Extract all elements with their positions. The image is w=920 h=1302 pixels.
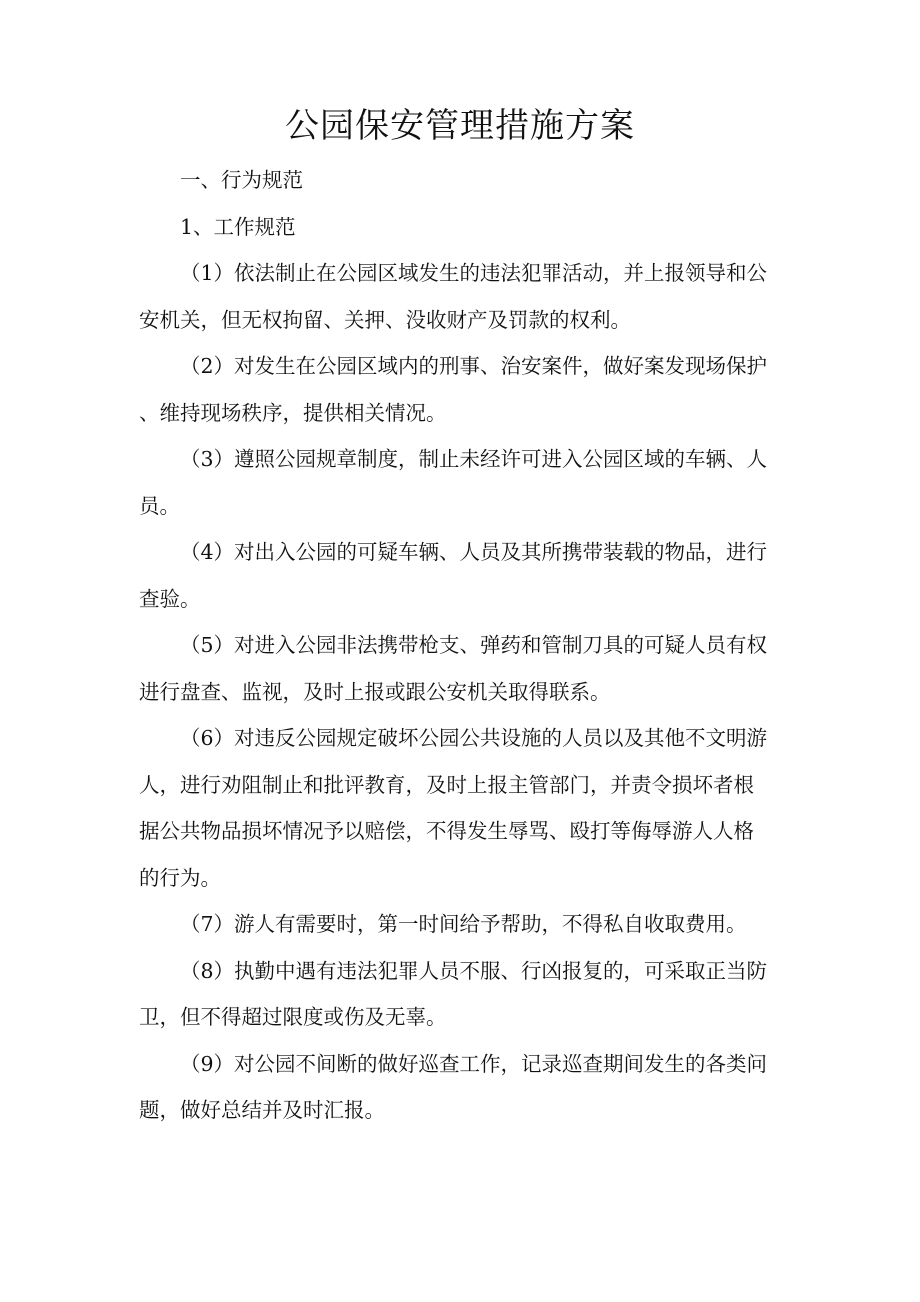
paragraph-line: 人，进行劝阻制止和批评教育，及时上报主管部门，并责令损坏者根 bbox=[139, 772, 754, 797]
paragraph-line: （3）遵照公园规章制度，制止未经许可进入公园区域的车辆、人 bbox=[180, 447, 768, 471]
paragraph-item-4 bbox=[139, 529, 795, 622]
paragraph-line: （6）对违反公园规定破坏公园公共设施的人员以及其他不文明游 bbox=[180, 726, 768, 750]
paragraph-item-5 bbox=[139, 622, 795, 715]
paragraph-item-6 bbox=[139, 715, 795, 901]
paragraph-line: （7）游人有需要时，第一时间给予帮助，不得私自收取费用。 bbox=[180, 912, 747, 936]
paragraph-line: 、维持现场秩序，提供相关情况。 bbox=[139, 400, 447, 425]
paragraph-line: 的行为。 bbox=[139, 865, 221, 890]
document-body bbox=[139, 157, 795, 1134]
paragraph-item-8 bbox=[139, 948, 795, 1041]
document-title: 公园保安管理措施方案 bbox=[285, 106, 635, 146]
paragraph-line: （8）执勤中遇有违法犯罪人员不服、行凶报复的，可采取正当防 bbox=[180, 958, 768, 983]
paragraph-line: 据公共物品损坏情况予以赔偿，不得发生辱骂、殴打等侮辱游人人格 bbox=[139, 819, 754, 843]
paragraph-line: 进行盘查、监视，及时上报或跟公安机关取得联系。 bbox=[139, 679, 611, 704]
subsection-heading: 1、工作规范 bbox=[180, 214, 296, 239]
paragraph-line: 安机关，但无权拘留、关押、没收财产及罚款的权利。 bbox=[139, 307, 631, 332]
paragraph-line: （9）对公园不间断的做好巡查工作，记录巡查期间发生的各类问 bbox=[180, 1051, 768, 1076]
paragraph-line: （2）对发生在公园区域内的刑事、治安案件，做好案发现场保护 bbox=[180, 354, 768, 378]
paragraph-item-1 bbox=[139, 250, 795, 343]
paragraph-line: 题，做好总结并及时汇报。 bbox=[139, 1098, 385, 1122]
paragraph-line: （5）对进入公园非法携带枪支、弹药和管制刀具的可疑人员有权 bbox=[180, 633, 768, 657]
paragraph-item-2 bbox=[139, 343, 795, 436]
paragraph-item-3 bbox=[139, 436, 795, 529]
paragraph-item-9 bbox=[139, 1041, 795, 1134]
paragraph-line: （4）对出入公园的可疑车辆、人员及其所携带装载的物品，进行 bbox=[180, 540, 768, 564]
paragraph-line: 查验。 bbox=[139, 586, 201, 611]
paragraph-line: （1）依法制止在公园区域发生的违法犯罪活动，并上报领导和公 bbox=[180, 261, 768, 285]
paragraph-item-7 bbox=[139, 901, 795, 948]
paragraph-line: 卫，但不得超过限度或伤及无辜。 bbox=[139, 1005, 447, 1029]
section-heading: 一、行为规范 bbox=[180, 168, 303, 192]
paragraph-line: 员。 bbox=[139, 493, 180, 518]
